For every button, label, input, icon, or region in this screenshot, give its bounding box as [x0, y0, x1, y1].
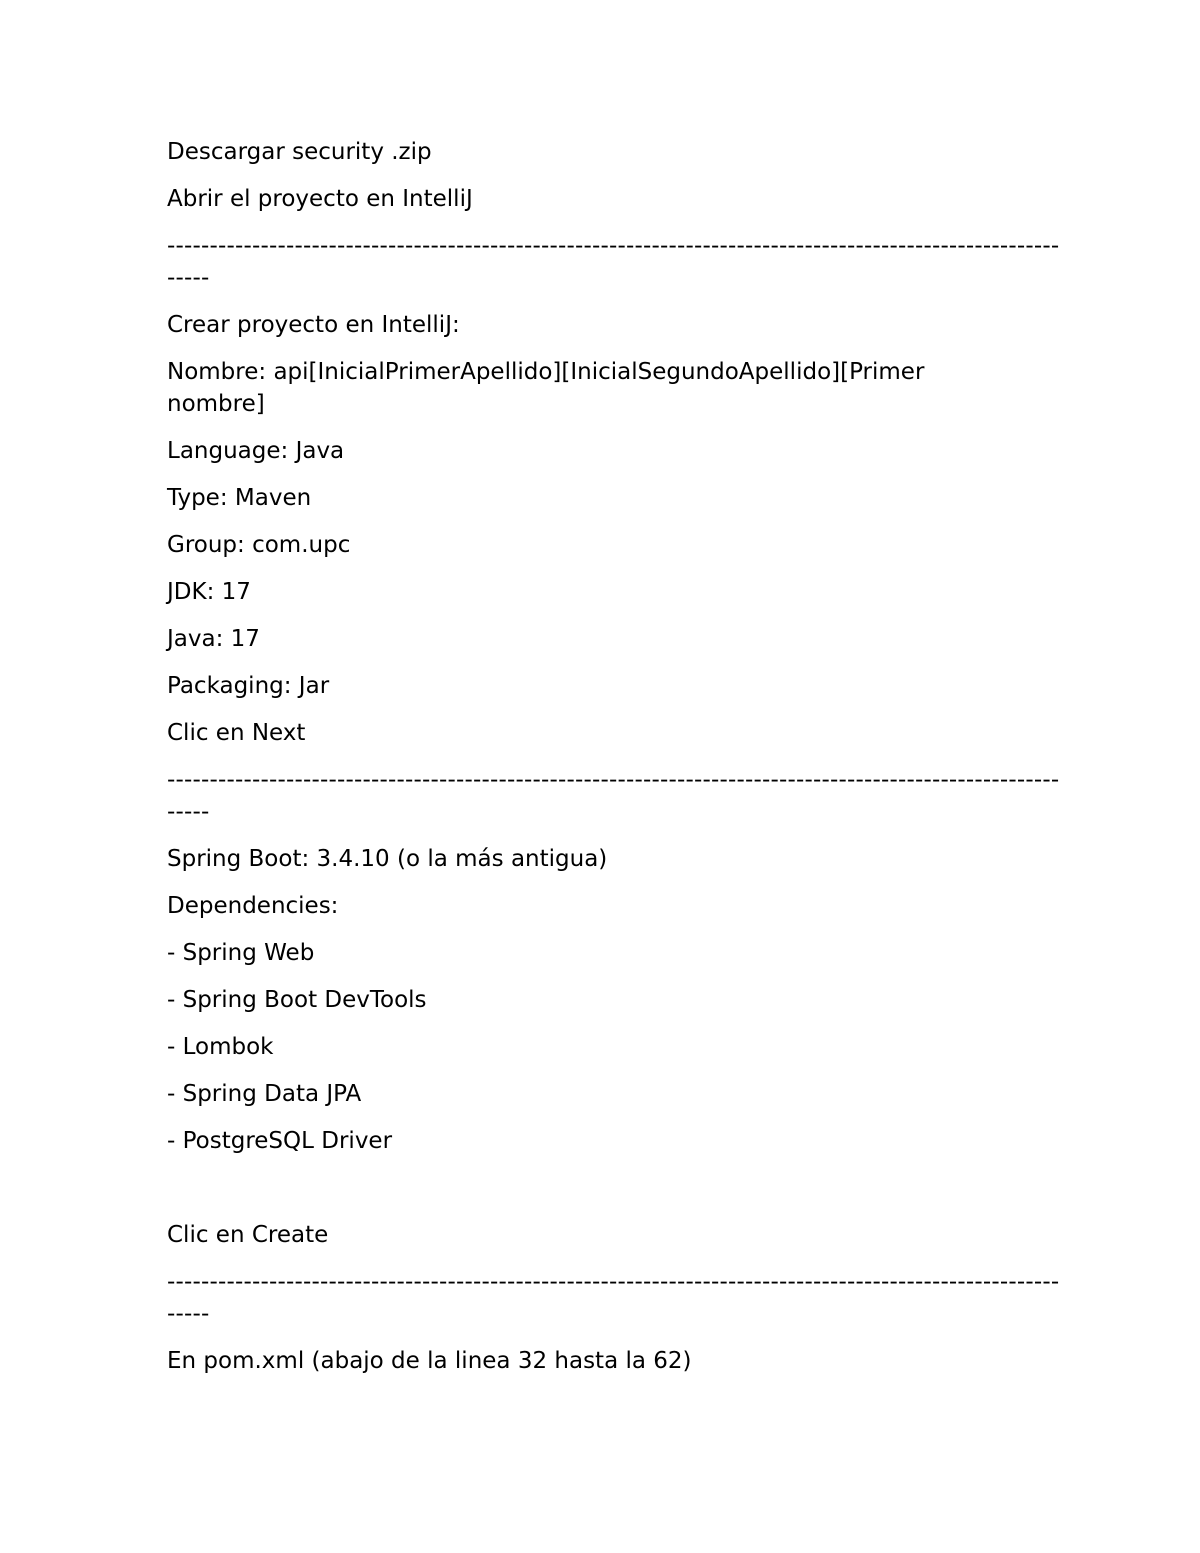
jdk-line: JDK: 17 [167, 579, 251, 605]
language-line: Language: Java [167, 438, 345, 464]
dependency-item: - Spring Web [167, 940, 315, 966]
next-step-line: Clic en Next [167, 720, 306, 746]
separator [167, 764, 1060, 828]
separator-line: ----- [167, 265, 210, 291]
type-line: Type: Maven [167, 485, 312, 511]
pom-step-line: En pom.xml (abajo de la linea 32 hasta la 62) [167, 1348, 692, 1374]
dependencies-heading: Dependencies: [167, 893, 339, 919]
create-project-heading: Crear proyecto en IntelliJ: [167, 312, 460, 338]
separator-line: --------------------------------------------------------------------------------------------------------- [167, 233, 1060, 259]
dependency-item: - PostgreSQL Driver [167, 1128, 393, 1154]
step-download: Descargar security .zip [167, 139, 432, 165]
document-page [167, 136, 1060, 1392]
separator-line: ----- [167, 799, 210, 825]
dependency-item: - Spring Data JPA [167, 1081, 362, 1107]
separator-line: --------------------------------------------------------------------------------------------------------- [167, 1269, 1060, 1295]
create-step-line: Clic en Create [167, 1222, 329, 1248]
step-open-project: Abrir el proyecto en IntelliJ [167, 186, 473, 212]
packaging-line: Packaging: Jar [167, 673, 330, 699]
project-name-line: Nombre: api[InicialPrimerApellido][InicialSegundoApellido][Primer nombre] [167, 359, 932, 417]
separator [167, 230, 1060, 294]
spring-boot-version-line: Spring Boot: 3.4.10 (o la más antigua) [167, 846, 608, 872]
java-line: Java: 17 [167, 626, 260, 652]
blank-line [167, 1172, 1027, 1219]
separator-line: --------------------------------------------------------------------------------------------------------- [167, 767, 1060, 793]
separator [167, 1266, 1060, 1330]
dependency-item: - Lombok [167, 1034, 274, 1060]
group-line: Group: com.upc [167, 532, 351, 558]
dependency-item: - Spring Boot DevTools [167, 987, 427, 1013]
separator-line: ----- [167, 1301, 210, 1327]
